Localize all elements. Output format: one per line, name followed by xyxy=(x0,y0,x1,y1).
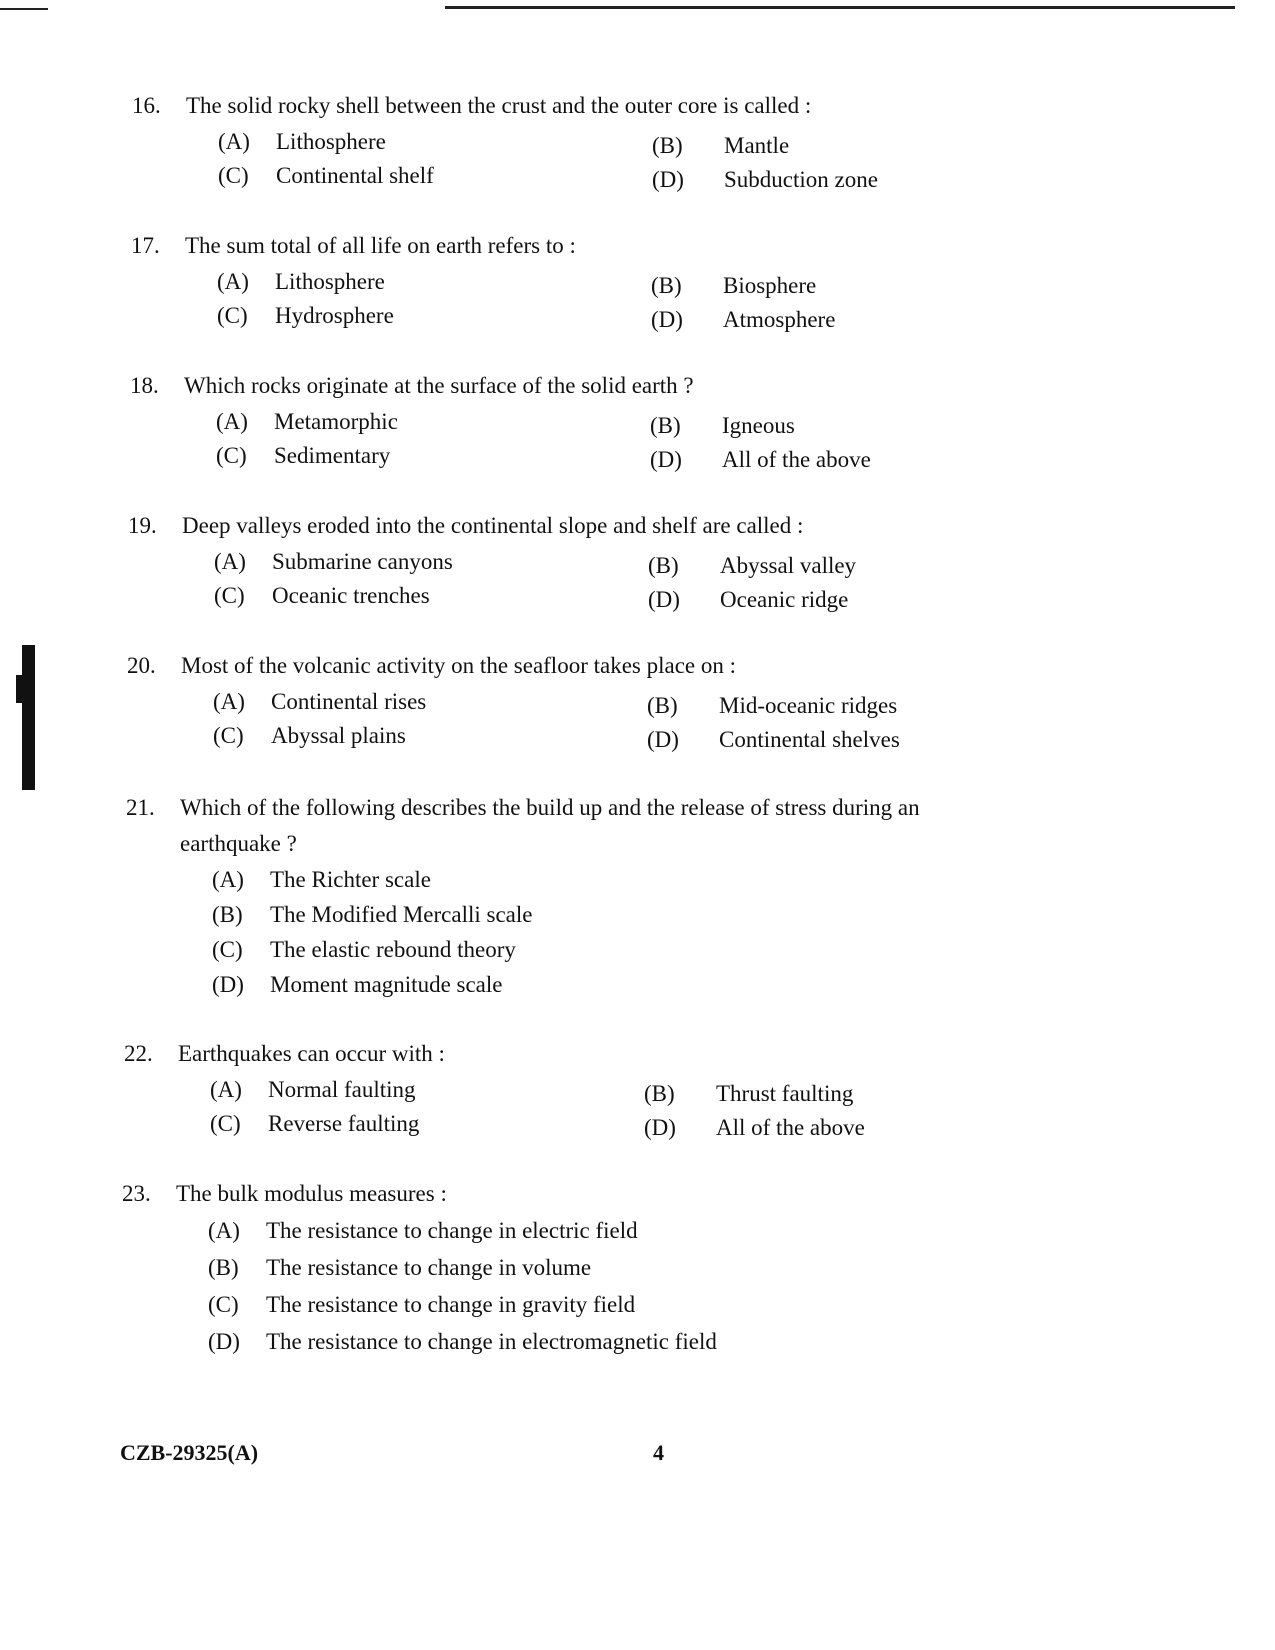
option-letter: (D) xyxy=(648,587,680,612)
option-letter: (D) xyxy=(652,167,684,192)
option-text: Biosphere xyxy=(723,273,817,298)
option-letter: (A) xyxy=(217,269,249,294)
binding-edge-mark xyxy=(22,645,35,790)
option-letter: (C) xyxy=(218,163,249,188)
question-text: Which of the following describes the build up and the release of stress during an earthquake ? xyxy=(180,795,920,856)
option-letter: (C) xyxy=(210,1111,241,1136)
option-text: Continental shelves xyxy=(719,727,900,752)
option-letter: (A) xyxy=(208,1218,240,1243)
option-text: The resistance to change in electric field xyxy=(266,1218,638,1243)
top-rule-right xyxy=(445,6,1235,9)
option-text: Hydrosphere xyxy=(275,303,394,328)
question-text: Deep valleys eroded into the continental slope and shelf are called : xyxy=(182,513,804,538)
question-number: 18. xyxy=(130,373,159,398)
question-number: 22. xyxy=(124,1041,153,1066)
option-letter: (C) xyxy=(216,443,247,468)
question-number: 23. xyxy=(122,1181,151,1206)
option-letter: (C) xyxy=(217,303,248,328)
option-letter: (C) xyxy=(214,583,245,608)
option-letter: (D) xyxy=(650,447,682,472)
option-letter: (C) xyxy=(212,937,243,962)
option-letter: (C) xyxy=(208,1292,239,1317)
option-text: Mid-oceanic ridges xyxy=(719,693,898,718)
option-letter: (B) xyxy=(651,273,682,298)
option-text: Lithosphere xyxy=(276,129,386,154)
option-letter: (B) xyxy=(644,1081,675,1106)
option-text: Normal faulting xyxy=(268,1077,416,1102)
option-text: All of the above xyxy=(722,447,871,472)
option-letter: (D) xyxy=(651,307,683,332)
option-text: Lithosphere xyxy=(275,269,385,294)
option-text: All of the above xyxy=(716,1115,865,1140)
option-letter: (A) xyxy=(212,867,244,892)
option-text: The resistance to change in electromagnetic field xyxy=(266,1329,717,1354)
option-letter: (A) xyxy=(210,1077,242,1102)
question-number: 21. xyxy=(126,795,155,820)
option-text: Mantle xyxy=(724,133,790,158)
option-text: Abyssal plains xyxy=(271,723,406,748)
option-text: The Modified Mercalli scale xyxy=(270,902,533,927)
option-letter: (A) xyxy=(214,549,246,574)
option-text: The resistance to change in volume xyxy=(266,1255,592,1280)
question-text: Which rocks originate at the surface of the solid earth ? xyxy=(184,373,694,398)
option-letter: (B) xyxy=(208,1255,239,1280)
option-letter: (D) xyxy=(647,727,679,752)
question-number: 16. xyxy=(132,93,161,118)
question-text: Most of the volcanic activity on the seafloor takes place on : xyxy=(181,653,737,678)
option-letter: (B) xyxy=(212,902,243,927)
page-number: 4 xyxy=(653,1440,664,1465)
option-text: The elastic rebound theory xyxy=(270,937,516,962)
question-text: The solid rocky shell between the crust and the outer core is called : xyxy=(186,93,812,118)
option-text: The resistance to change in gravity field xyxy=(266,1292,636,1317)
option-text: Continental shelf xyxy=(276,163,434,188)
option-text: Thrust faulting xyxy=(716,1081,854,1106)
option-letter: (A) xyxy=(218,129,250,154)
question-text: The sum total of all life on earth refers to : xyxy=(185,233,576,258)
option-letter: (D) xyxy=(644,1115,676,1140)
option-text: Atmosphere xyxy=(723,307,836,332)
option-text: Oceanic trenches xyxy=(272,583,430,608)
option-letter: (B) xyxy=(652,133,683,158)
question-number: 19. xyxy=(128,513,157,538)
option-letter: (A) xyxy=(213,689,245,714)
option-letter: (B) xyxy=(650,413,681,438)
option-text: Oceanic ridge xyxy=(720,587,849,612)
option-text: Abyssal valley xyxy=(720,553,857,578)
option-text: Moment magnitude scale xyxy=(270,972,503,997)
question-number: 20. xyxy=(127,653,156,678)
option-text: The Richter scale xyxy=(270,867,431,892)
option-text: Reverse faulting xyxy=(268,1111,420,1136)
question-text: Earthquakes can occur with : xyxy=(178,1041,445,1066)
option-text: Sedimentary xyxy=(274,443,391,468)
option-letter: (B) xyxy=(647,693,678,718)
option-text: Metamorphic xyxy=(274,409,398,434)
option-text: Continental rises xyxy=(271,689,427,714)
option-letter: (A) xyxy=(216,409,248,434)
option-letter: (C) xyxy=(213,723,244,748)
option-text: Submarine canyons xyxy=(272,549,453,574)
option-text: Igneous xyxy=(722,413,795,438)
option-letter: (D) xyxy=(212,972,244,997)
option-text: Subduction zone xyxy=(724,167,878,192)
question-text: The bulk modulus measures : xyxy=(176,1181,447,1206)
option-letter: (B) xyxy=(648,553,679,578)
option-letter: (D) xyxy=(208,1329,240,1354)
top-rule-left xyxy=(0,8,48,10)
question-number: 17. xyxy=(131,233,160,258)
paper-code: CZB-29325(A) xyxy=(120,1440,259,1465)
